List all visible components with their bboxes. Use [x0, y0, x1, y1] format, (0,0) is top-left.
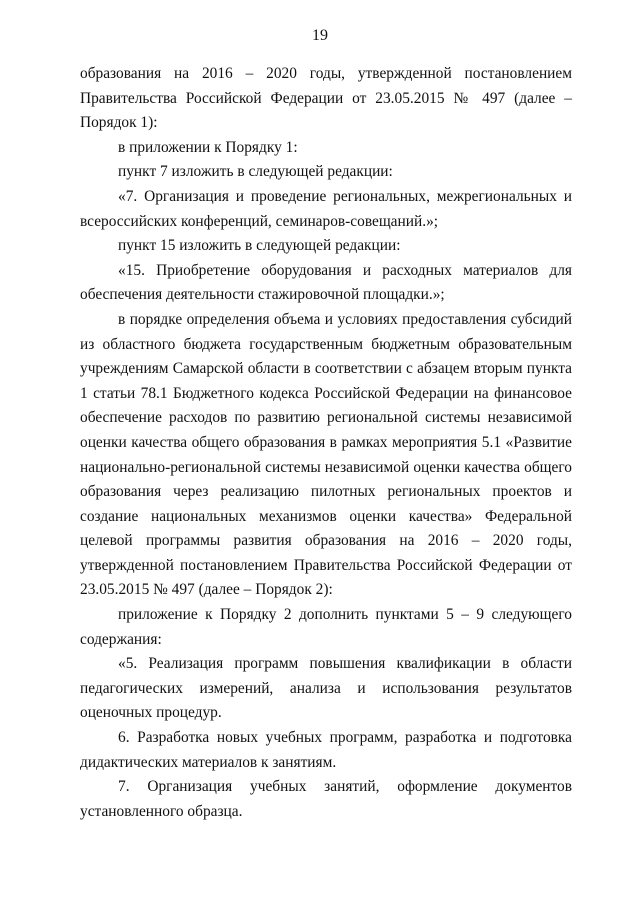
paragraph-8: приложение к Порядку 2 дополнить пунктами 5 – 9 следующего содержания: — [80, 606, 572, 648]
paragraph-4: «7. Организация и проведение региональных, межрегиональных и всероссийских конференций, семинаров-совещаний.»; — [80, 187, 572, 230]
paragraph-6: «15. Приобретение оборудования и расходных материалов для обеспечения деятельности стажировочной площадки.»; — [80, 261, 572, 304]
paragraph-5: пункт 15 изложить в следующей редакции: — [118, 237, 401, 255]
paragraph-7: в порядке определения объема и условиях предоставления субсидий из областного бюджета государственным бюджетным образовательным учреждениям Самарской области в соответствии с абзацем вторым пункта 1 статьи 78.1 Бюджетного кодекса Российской Федерации на финансовое обеспечение расходов по развитию региональной системы независимой оценки качества общего образования в рамках мероприятия 5.1 «Развитие национально-региональной системы независимой оценки качества общего образования через реализацию пилотных региональных проектов и создание национальных механизмов оценки качества» Федеральной целевой программы развития образования на 2016 – 2020 годы, утвержденной постановлением Правительства Российской Федерации от 23.05.2015 № 497 (далее – Порядок 2): — [80, 310, 572, 599]
paragraph-10: 6. Разработка новых учебных программ, разработка и подготовка дидактических материалов к занятиям. — [80, 729, 572, 771]
paragraph-1: образования на 2016 – 2020 годы, утвержденной постановлением Правительства Российской Федерации от 23.05.2015 № 497 (далее – Порядок 1): — [80, 65, 572, 132]
paragraph-3: пункт 7 изложить в следующей редакции: — [118, 163, 393, 181]
page-number: 19 — [312, 27, 328, 44]
paragraph-9: «5. Реализация программ повышения квалификации в области педагогических измерений, анализа и использования результатов оценочных процедур. — [80, 655, 572, 722]
document-body — [80, 62, 572, 824]
paragraph-11: 7. Организация учебных занятий, оформление документов установленного образца. — [80, 778, 572, 820]
paragraph-2: в приложении к Порядку 1: — [118, 138, 298, 156]
